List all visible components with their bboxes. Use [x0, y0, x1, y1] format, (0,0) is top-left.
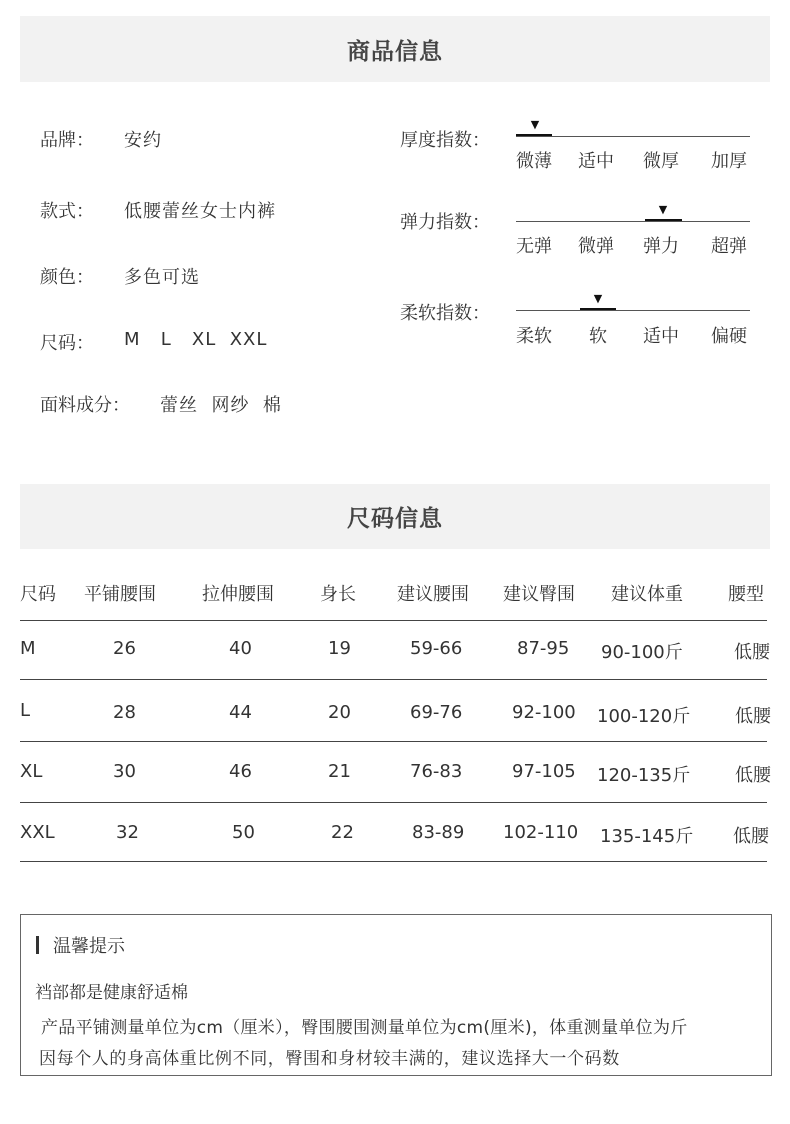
table-header-cell: 建议体重 — [611, 584, 683, 605]
size-value: M L XL XXL — [124, 329, 268, 350]
elasticity-option: 无弹 — [516, 236, 552, 257]
table-cell: 低腰 — [735, 765, 771, 786]
elasticity-option: 微弹 — [578, 236, 614, 257]
table-divider — [20, 802, 767, 803]
table-cell: 21 — [328, 761, 351, 782]
softness-scale-line — [516, 310, 750, 311]
info-row-fabric — [40, 391, 282, 417]
style-label: 款式： — [40, 201, 94, 222]
softness-option: 柔软 — [516, 326, 552, 347]
product-info-header — [20, 16, 770, 82]
table-cell: 59-66 — [410, 638, 463, 659]
softness-option: 软 — [589, 326, 607, 347]
table-cell: 87-95 — [517, 638, 570, 659]
table-cell: 76-83 — [410, 761, 463, 782]
softness-arrow-icon: ▼ — [593, 292, 603, 305]
size-info-title: 尺码信息 — [347, 506, 443, 532]
table-cell: 100-120斤 — [597, 706, 691, 727]
table-cell: 92-100 — [512, 702, 576, 723]
thickness-option: 微厚 — [643, 151, 679, 172]
table-cell: 102-110 — [503, 822, 579, 843]
thickness-option: 加厚 — [711, 151, 747, 172]
table-divider — [20, 679, 767, 680]
size-info-header — [20, 484, 770, 549]
table-header-cell: 建议臀围 — [503, 584, 575, 605]
table-cell: L — [20, 700, 31, 721]
thickness-option: 适中 — [578, 151, 614, 172]
style-value: 低腰蕾丝女士内裤 — [124, 201, 276, 222]
note-line: 产品平铺测量单位为cm（厘米），臀围腰围测量单位为cm(厘米)，体重测量单位为斤 — [41, 1018, 688, 1038]
table-cell: 32 — [116, 822, 139, 843]
table-cell: 120-135斤 — [597, 765, 691, 786]
table-cell: 40 — [229, 638, 252, 659]
info-row-style — [40, 197, 276, 223]
table-divider — [20, 861, 767, 862]
info-row-brand — [40, 126, 162, 152]
notes-box — [20, 914, 772, 1076]
softness-option: 适中 — [643, 326, 679, 347]
table-cell: 28 — [113, 702, 136, 723]
elasticity-arrow-icon: ▼ — [658, 203, 668, 216]
table-cell: 20 — [328, 702, 351, 723]
table-cell: 低腰 — [734, 642, 770, 663]
thickness-option: 微薄 — [516, 151, 552, 172]
table-cell: 135-145斤 — [600, 826, 694, 847]
table-divider — [20, 620, 767, 621]
table-cell: 低腰 — [733, 826, 769, 847]
table-cell: 22 — [331, 822, 354, 843]
elasticity-index-label: 弹力指数： — [400, 212, 490, 233]
size-label: 尺码： — [40, 333, 94, 354]
table-cell: XL — [20, 761, 43, 782]
table-cell: 30 — [113, 761, 136, 782]
table-header-cell: 建议腰围 — [397, 584, 469, 605]
table-header-cell: 身长 — [320, 584, 356, 605]
softness-option: 偏硬 — [711, 326, 747, 347]
thickness-arrow-icon: ▼ — [530, 118, 540, 131]
table-cell: 26 — [113, 638, 136, 659]
elasticity-option: 超弹 — [711, 236, 747, 257]
table-cell: 90-100斤 — [601, 642, 683, 663]
table-header-cell: 平铺腰围 — [84, 584, 156, 605]
table-cell: 69-76 — [410, 702, 463, 723]
info-row-color — [40, 263, 200, 289]
table-cell: 46 — [229, 761, 252, 782]
brand-value: 安约 — [124, 130, 162, 151]
table-cell: 50 — [232, 822, 255, 843]
brand-label: 品牌： — [40, 130, 94, 151]
table-header-cell: 尺码 — [20, 584, 56, 605]
table-cell: 97-105 — [512, 761, 576, 782]
table-cell: 44 — [229, 702, 252, 723]
table-cell: XXL — [20, 822, 55, 843]
info-row-size — [40, 329, 268, 355]
elasticity-option: 弹力 — [643, 236, 679, 257]
fabric-label: 面料成分： — [40, 395, 130, 416]
thickness-scale-line — [516, 136, 750, 137]
fabric-value: 蕾丝 网纱 棉 — [160, 395, 282, 416]
table-cell: M — [20, 638, 36, 659]
notes-title: 温馨提示 — [53, 936, 125, 957]
elasticity-scale-line — [516, 221, 750, 222]
note-line: 因每个人的身高体重比例不同，臀围和身材较丰满的，建议选择大一个码数 — [39, 1049, 620, 1069]
table-header-cell: 拉伸腰围 — [202, 584, 274, 605]
notes-title-bar — [36, 936, 39, 954]
softness-index-label: 柔软指数： — [400, 303, 490, 324]
product-info-title: 商品信息 — [347, 38, 443, 65]
thickness-index-label: 厚度指数： — [400, 130, 490, 151]
note-line: 裆部都是健康舒适棉 — [35, 983, 188, 1003]
table-cell: 83-89 — [412, 822, 465, 843]
table-header-cell: 腰型 — [728, 584, 764, 605]
table-cell: 19 — [328, 638, 351, 659]
table-divider — [20, 741, 767, 742]
color-label: 颜色： — [40, 267, 94, 288]
table-cell: 低腰 — [735, 706, 771, 727]
color-value: 多色可选 — [124, 267, 200, 288]
